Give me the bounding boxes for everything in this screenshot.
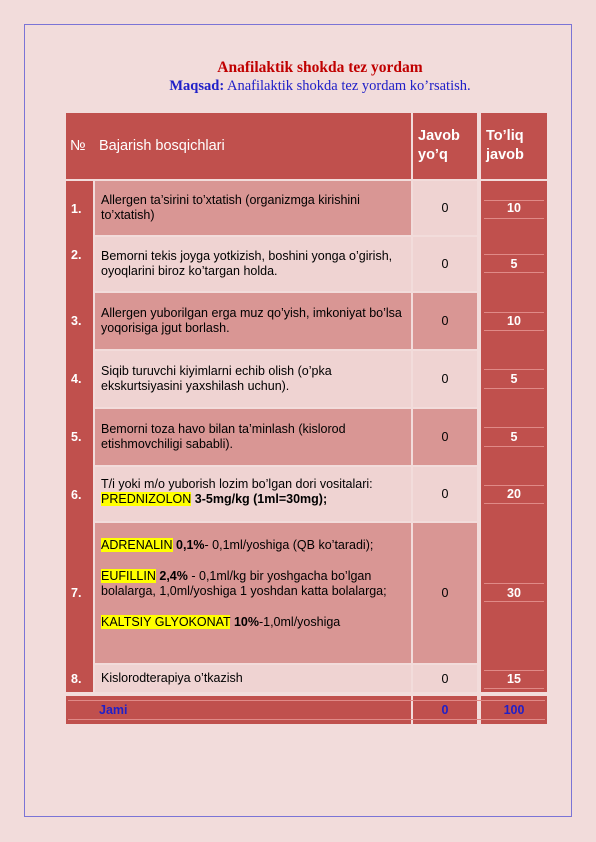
row-6-no: 0 bbox=[413, 467, 477, 521]
row-7-dose-2-bold: 2,4% bbox=[159, 569, 188, 583]
row-4-num: 4. bbox=[71, 372, 82, 386]
total-stripe-top bbox=[68, 700, 545, 701]
row-4-full: 5 bbox=[510, 372, 518, 386]
row-1-full: 10 bbox=[507, 201, 521, 215]
row-1-no: 0 bbox=[413, 181, 477, 235]
row-2-full: 5 bbox=[510, 257, 518, 271]
row-2-num: 2. bbox=[71, 248, 82, 262]
row-7-drug-1: ADRENALIN bbox=[101, 538, 173, 552]
row-7-gap-1 bbox=[101, 553, 405, 569]
row-7-num: 7. bbox=[71, 586, 82, 600]
header-no-answer-line1: Javob bbox=[418, 128, 460, 144]
goal-label: Maqsad: bbox=[169, 78, 225, 94]
total-stripe-bottom bbox=[68, 719, 545, 720]
document-subtitle bbox=[0, 78, 596, 95]
row-6-full: 20 bbox=[507, 487, 521, 501]
row-7-dose-1-rest: - 0,1ml/yoshiga (QB ko’taradi); bbox=[204, 538, 374, 552]
row-1-num: 1. bbox=[71, 202, 82, 216]
header-steps: Bajarish bosqichlari bbox=[93, 113, 411, 179]
row-5-num: 5. bbox=[71, 430, 82, 444]
row-4-text: Siqib turuvchi kiyimlarni echib olish (o’pka ekskurtsiyasini yaxshilash uchun). bbox=[95, 351, 411, 407]
row-6-dose: 3-5mg/kg (1ml=30mg); bbox=[194, 492, 328, 506]
header-full-answer bbox=[481, 113, 547, 179]
row-5-no: 0 bbox=[413, 409, 477, 465]
header-full-answer-line2: javob bbox=[486, 147, 524, 163]
row-7-drug-3: KALTSIY GLYOKONAT bbox=[101, 615, 231, 629]
row-6-text bbox=[95, 467, 411, 521]
header-full-answer-line1: To’liq bbox=[486, 128, 524, 144]
row-7-gap-2 bbox=[101, 599, 405, 615]
row-2-text: Bemorni tekis joyga yotkizish, boshini yonga o’girish, oyoqlarini biroz ko’targan holda. bbox=[95, 237, 411, 291]
total-label: Jami bbox=[99, 702, 128, 717]
row-4-no: 0 bbox=[413, 351, 477, 407]
row-2-no: 0 bbox=[413, 237, 477, 291]
header-num: № bbox=[66, 113, 93, 179]
row-7-text bbox=[95, 523, 411, 663]
header-no-answer bbox=[413, 113, 477, 179]
row-7-dose-3-bold: 10% bbox=[233, 615, 259, 629]
row-7-drug-2: EUFILLIN bbox=[101, 569, 156, 583]
row-7-item-adrenalin bbox=[101, 538, 405, 553]
row-3-full: 10 bbox=[507, 314, 521, 328]
row-3-num: 3. bbox=[71, 314, 82, 328]
row-7-dose-2-rest: - 0,1ml/kg bir yoshgacha bo’lgan bolalarga, 1,0ml/yoshiga 1 yoshdan katta bolalarga; bbox=[101, 569, 387, 598]
row-3-text: Allergen yuborilgan erga muz qo’yish, imkoniyat bo’lsa yoqorisiga jgut borlash. bbox=[95, 293, 411, 349]
total-full: 100 bbox=[503, 703, 525, 717]
total-no: 0 bbox=[441, 703, 449, 717]
row-1-text: Allergen ta’sirini to’xtatish (organizmga kirishini to’xtatish) bbox=[95, 181, 411, 235]
row-8-text: Kislorodterapiya o’tkazish bbox=[95, 665, 411, 692]
row-6-num: 6. bbox=[71, 488, 82, 502]
row-7-dose-1-bold: 0,1% bbox=[176, 538, 205, 552]
row-6-drug: PREDNIZOLON bbox=[101, 492, 192, 506]
row-6-text-plain: T/i yoki m/o yuborish lozim bo’lgan dori vositalari: bbox=[101, 477, 373, 491]
row-7-full: 30 bbox=[507, 586, 521, 600]
row-8-num: 8. bbox=[71, 671, 82, 686]
row-7-item-kaltsiy bbox=[101, 615, 405, 630]
row-5-text: Bemorni toza havo bilan ta’minlash (kislorod etishmovchiligi sababli). bbox=[95, 409, 411, 465]
row-7-no: 0 bbox=[413, 523, 477, 663]
goal-text: Anafilaktik shokda tez yordam ko’rsatish. bbox=[227, 78, 471, 94]
row-7-item-eufillin bbox=[101, 569, 405, 599]
document-title: Anafilaktik shokda tez yordam bbox=[217, 59, 423, 76]
row-8-no: 0 bbox=[413, 665, 477, 692]
row-8-full: 15 bbox=[507, 671, 521, 686]
header-no-answer-line2: yo’q bbox=[418, 147, 448, 163]
row-7-dose-3-rest: -1,0ml/yoshiga bbox=[258, 615, 341, 629]
row-3-no: 0 bbox=[413, 293, 477, 349]
row-5-full: 5 bbox=[510, 430, 518, 444]
